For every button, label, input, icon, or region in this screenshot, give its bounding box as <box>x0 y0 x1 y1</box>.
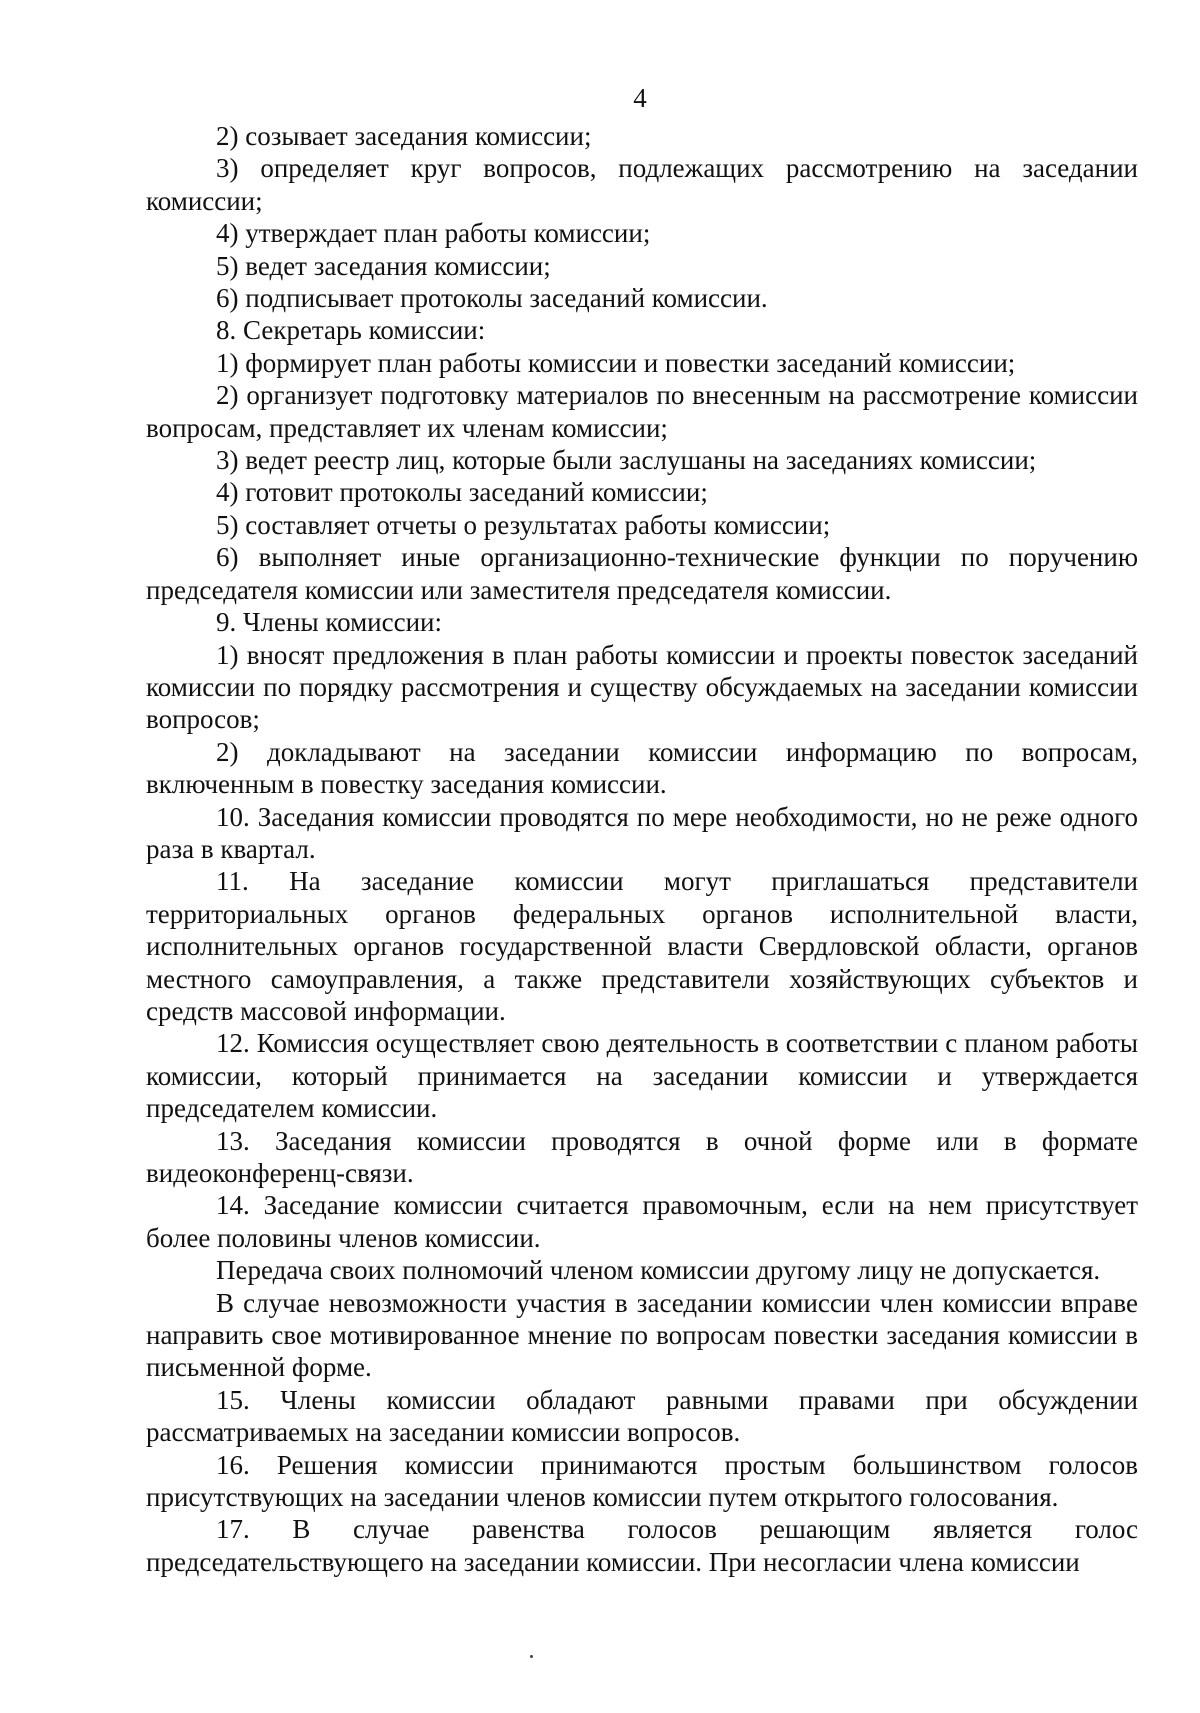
paragraph: 2) созывает заседания комиссии; <box>216 121 592 151</box>
document-body <box>146 120 1138 1578</box>
paragraph: 4) утверждает план работы комиссии; <box>216 218 651 249</box>
paragraph: 6) подписывает протоколы заседаний комиссии. <box>216 283 768 314</box>
paragraph: 2) организует подготовку материалов по внесенным на рассмотрение комиссии вопросам, представляет их членам комиссии; <box>146 380 1138 443</box>
paragraph: 12. Комиссия осуществляет свою деятельность в соответствии с планом работы комиссии, который принимается на заседании комиссии и утверждается председателем комиссии. <box>146 1028 1138 1124</box>
section-heading: 9. Члены комиссии: <box>216 607 442 638</box>
paragraph: 3) ведет реестр лиц, которые были заслушаны на заседаниях комиссии; <box>216 445 1037 476</box>
paragraph: 4) готовит протоколы заседаний комиссии; <box>216 477 708 508</box>
paragraph: 13. Заседания комиссии проводятся в очной форме или в формате видеоконференц-связи. <box>146 1125 1138 1188</box>
paragraph: 14. Заседание комиссии считается правомочным, если на нем присутствует более половины членов комиссии. <box>146 1190 1138 1253</box>
paragraph: Передача своих полномочий членом комиссии другому лицу не допускается. <box>216 1255 1101 1286</box>
paragraph: 17. В случае равенства голосов решающим является голос председательствующего на заседании комиссии. При несогласии члена комиссии <box>146 1514 1138 1577</box>
paragraph: 5) ведет заседания комиссии; <box>216 250 551 281</box>
paragraph: 2) докладывают на заседании комиссии информацию по вопросам, включенным в повестку заседания комиссии. <box>146 736 1138 800</box>
paragraph: 15. Члены комиссии обладают равными правами при обсуждении рассматриваемых на заседании комиссии вопросов. <box>146 1384 1138 1448</box>
paragraph: 1) формирует план работы комиссии и повестки заседаний комиссии; <box>216 347 1016 378</box>
paragraph: 1) вносят предложения в план работы комиссии и проекты повесток заседаний комиссии по порядку рассмотрения и существу обсуждаемых на заседании комиссии вопросов; <box>146 639 1138 735</box>
page-number: 4 <box>633 83 647 113</box>
paragraph: 16. Решения комиссии принимаются простым большинством голосов присутствующих на заседании членов комиссии путем открытого голосования. <box>146 1449 1138 1513</box>
paragraph: 3) определяет круг вопросов, подлежащих рассмотрению на заседании комиссии; <box>146 153 1138 216</box>
scan-speck <box>530 1655 533 1658</box>
paragraph: 5) составляет отчеты о результатах работы комиссии; <box>216 509 831 540</box>
paragraph: 6) выполняет иные организационно-технические функции по поручению председателя комиссии или заместителя председателя комиссии. <box>146 542 1138 605</box>
paragraph: 11. На заседание комиссии могут приглашаться представители территориальных органов федеральных органов исполнительной власти, исполнительных органов государственной власти Свердловской области, органов местного самоуправления, а также представители хозяйствующих субъектов и средств массовой информации. <box>146 866 1138 1026</box>
section-heading: 8. Секретарь комиссии: <box>216 315 486 346</box>
paragraph: В случае невозможности участия в заседании комиссии член комиссии вправе направить свое мотивированное мнение по вопросам повестки заседания комиссии в письменной форме. <box>146 1287 1138 1383</box>
paragraph: 10. Заседания комиссии проводятся по мере необходимости, но не реже одного раза в квартал. <box>146 801 1138 864</box>
